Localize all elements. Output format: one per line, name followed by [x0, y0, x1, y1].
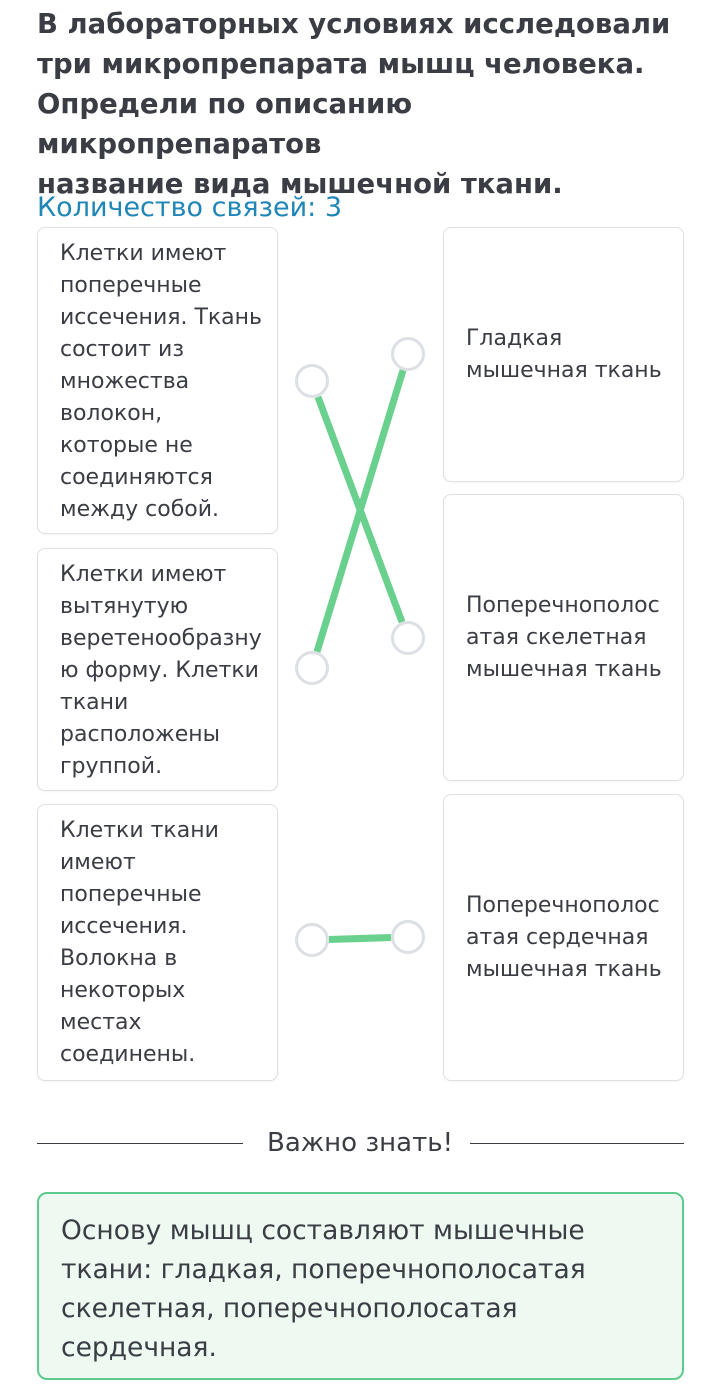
- right-card-text: Гладкая мышечная ткань: [466, 325, 662, 383]
- right-card-text: Поперечнополос атая скелетная мышечная ткань: [466, 592, 662, 682]
- right-card-text: Поперечнополос атая сердечная мышечная ткань: [466, 892, 662, 982]
- right-connector-2[interactable]: [391, 621, 425, 655]
- left-card-text: Клетки ткани имеют поперечные иссечения. Волокна в некоторых местах соединены.: [60, 818, 219, 1067]
- info-note-text: Основу мышц составляют мышечные ткани: гладкая, поперечнополосатая скелетная, поперечнополосатая сердечная.: [61, 1215, 586, 1363]
- right-connector-1[interactable]: [391, 337, 425, 371]
- info-note: [37, 1192, 684, 1380]
- divider-left: [37, 1143, 243, 1144]
- left-connector-1[interactable]: [295, 364, 329, 398]
- question-title: В лабораторных условиях исследовали три микропрепарата мышц человека. Определи по описанию микропрепаратов название вида мышечной ткани.: [37, 8, 671, 200]
- left-connector-2[interactable]: [295, 651, 329, 685]
- left-connector-3[interactable]: [295, 923, 329, 957]
- important-heading: Важно знать!: [266, 1128, 453, 1158]
- left-card-text: Клетки имеют вытянутую веретенообразну ю форму. Клетки ткани расположены группой.: [60, 562, 262, 779]
- left-card-text: Клетки имеют поперечные иссечения. Ткань состоит из множества волокон, которые не соединяются между собой.: [60, 241, 263, 522]
- match-line: [329, 938, 391, 940]
- divider-right: [470, 1143, 684, 1144]
- match-line: [317, 370, 403, 651]
- right-connector-3[interactable]: [391, 920, 425, 954]
- connections-count: Количество связей: 3: [37, 192, 343, 223]
